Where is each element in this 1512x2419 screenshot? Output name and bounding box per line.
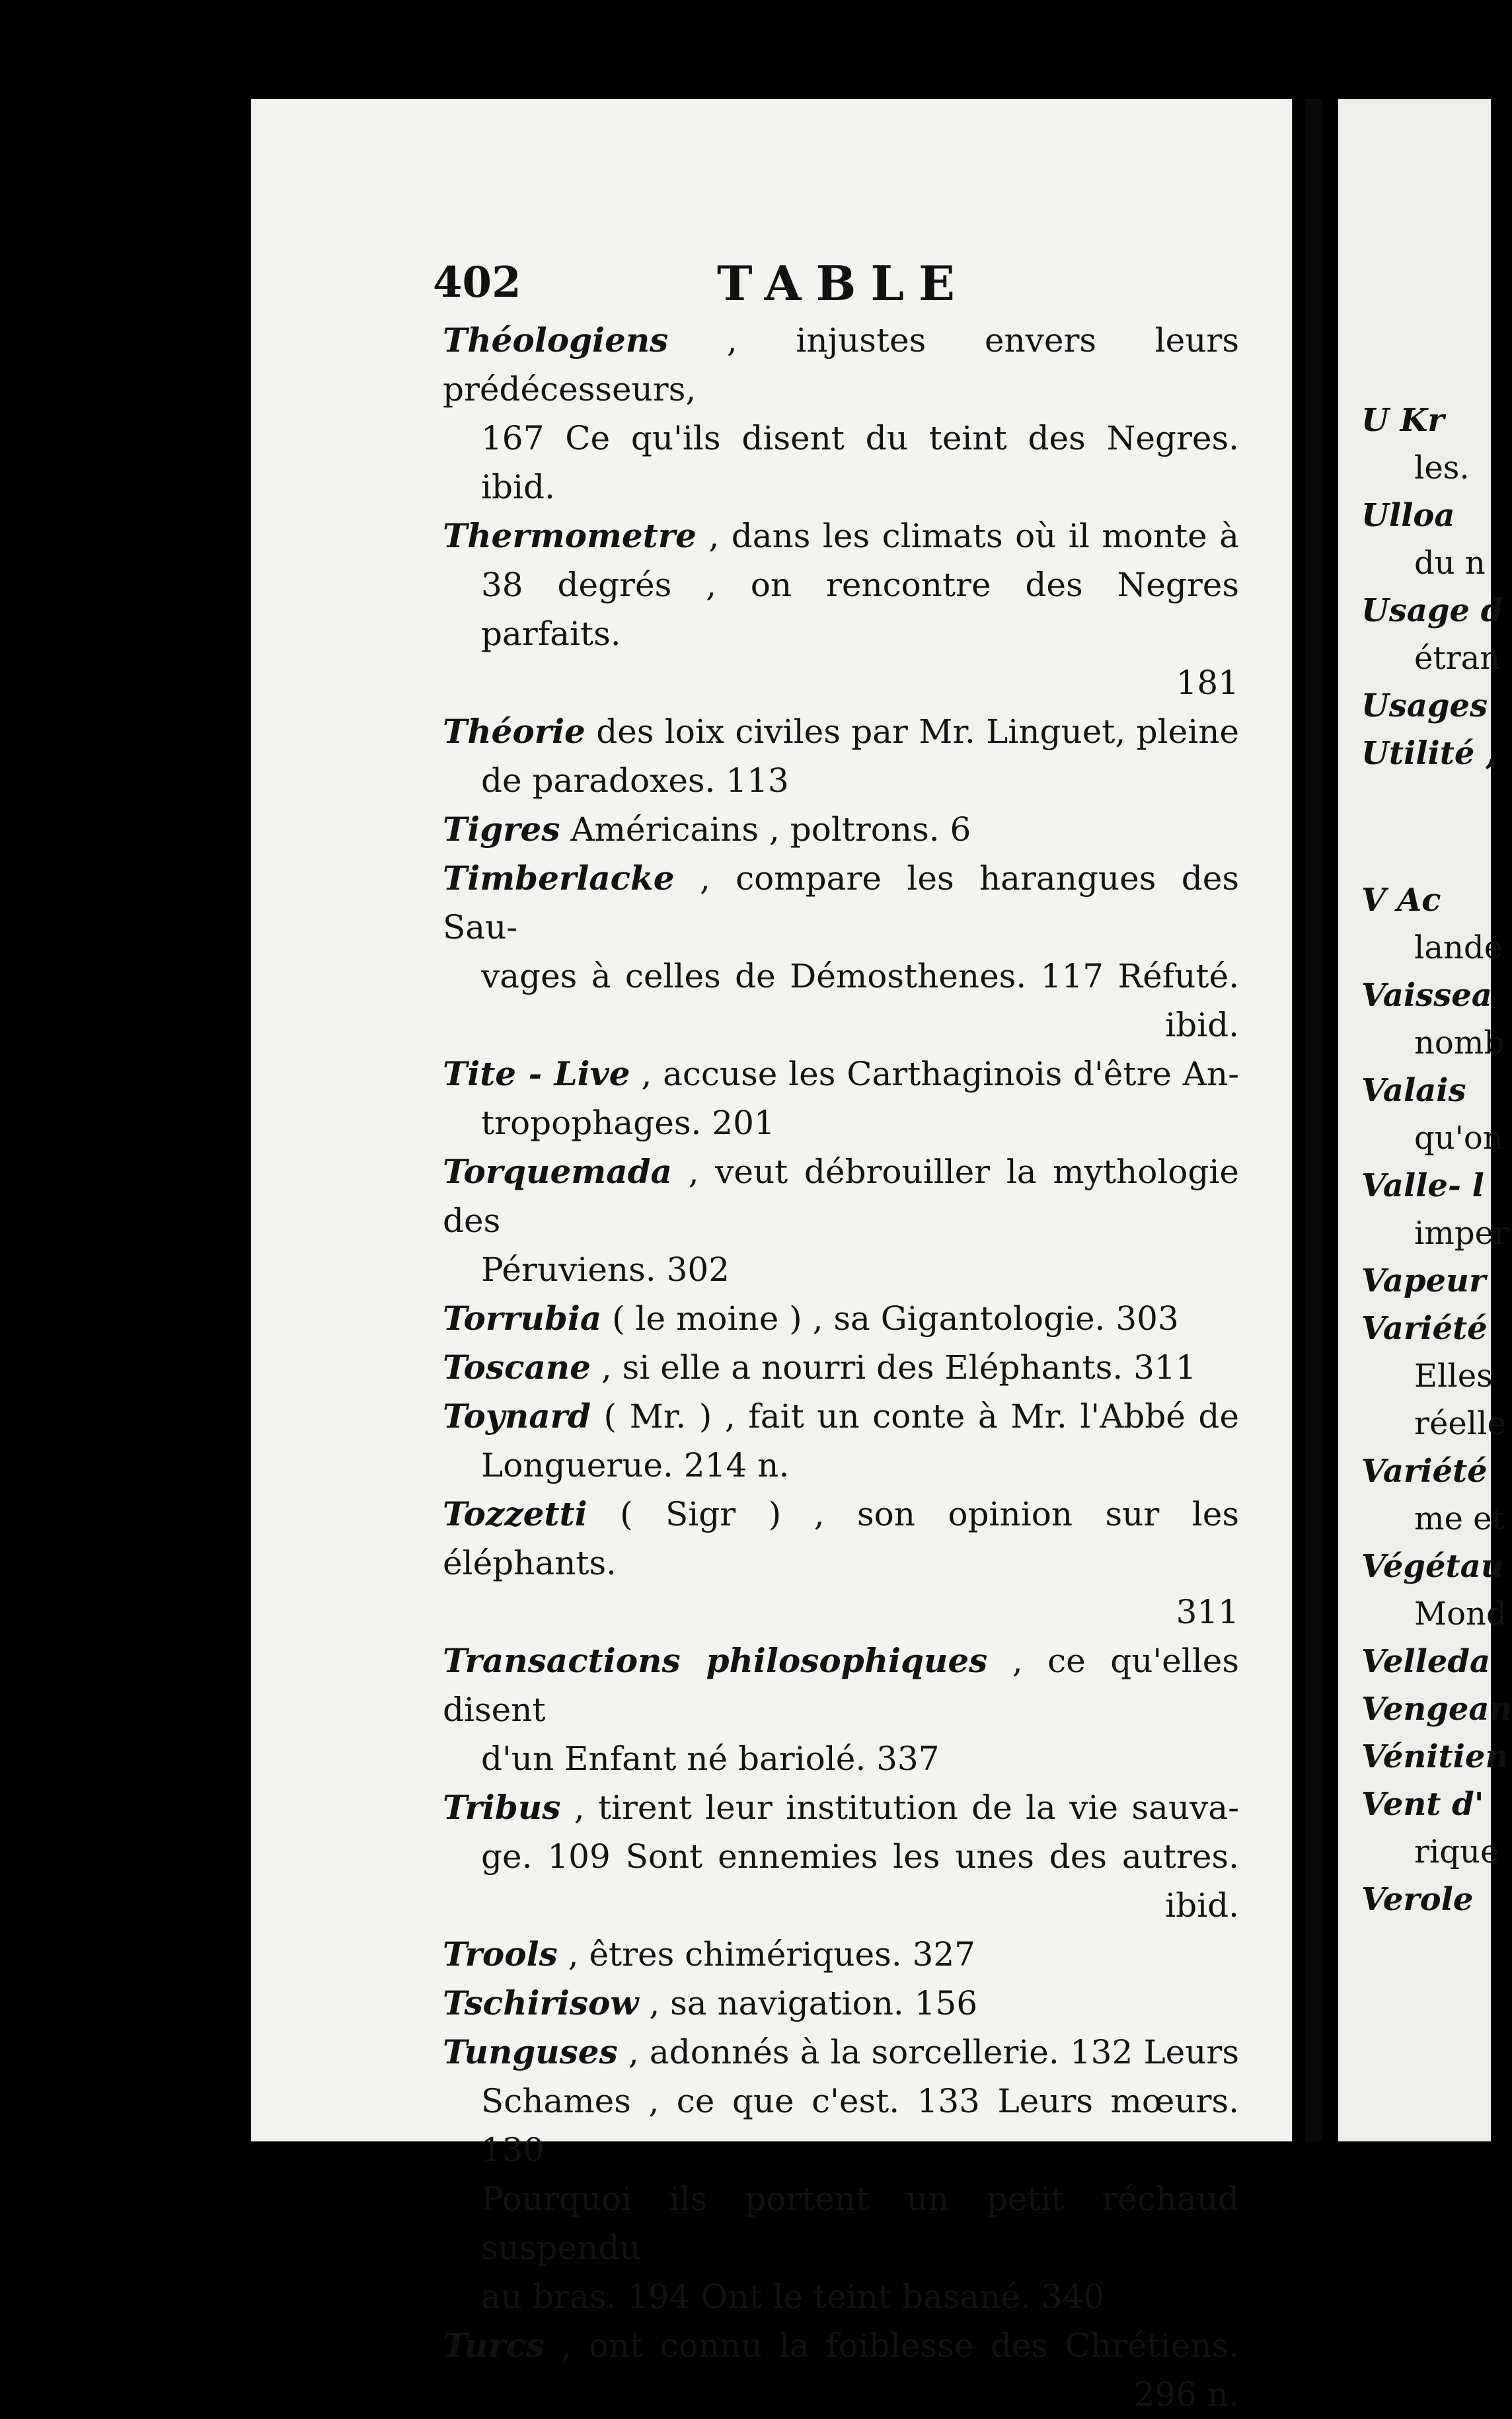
entry-headword: Transactions philosophiques [443,1641,988,1680]
entry-line: Schames , ce que c'est. 133 Leurs mœurs. 130 [481,2082,1239,2169]
entry-line: 311 [1176,1593,1239,1631]
book-gutter [1305,99,1322,2141]
right-page-line: Vapeur [1361,1262,1486,1299]
entry-headword: Toscane [443,1348,591,1387]
entry-line-first: Tigres Américains , poltrons. 6 [443,810,971,849]
entry-headword: Tunguses [443,2032,618,2071]
entry-line: au bras. 194 Ont le teint basané. 340 [481,2278,1105,2316]
right-page-line: Ulloa [1361,497,1455,534]
entry-line: 181 [1176,664,1239,702]
entry-line-first: Théorie des loix civiles par Mr. Linguet, pleine [443,712,1239,751]
right-page-line: Vaissea [1361,977,1492,1014]
entry-headword: Théorie [443,712,586,751]
index-entry [443,1930,1239,1979]
entry-line: ibid. [1165,1886,1239,1925]
index-entry [443,1979,1239,2028]
right-page-line: Usage d [1361,592,1503,629]
entry-headword: Théologiens [443,321,669,360]
right-page-line: Valais [1361,1072,1466,1109]
entry-line: ibid. [1165,1006,1239,1044]
right-page-line: Utilité , [1361,735,1497,772]
index-entry [443,707,1239,805]
index-entry [443,1147,1239,1294]
entry-line: vages à celles de Démosthenes. 117 Réfuté. [481,957,1239,995]
right-page-line: Variété [1361,1310,1488,1347]
entry-headword: Torquemada [443,1152,672,1191]
index-entry [443,512,1239,707]
index-entry [443,2321,1239,2419]
right-page-line: Vent d' [1361,1786,1484,1823]
entry-line-first: Toynard ( Mr. ) , fait un conte à Mr. l'Abbé de [443,1397,1239,1436]
index-entry [443,854,1239,1050]
entry-line-first: Tunguses , adonnés à la sorcellerie. 132 Leurs [443,2032,1239,2071]
index-entry [443,2028,1239,2321]
right-page-line: V Ac [1361,882,1441,919]
right-page-line: les. [1414,449,1470,486]
running-head: TABLE [717,255,969,311]
entry-line-first: Théologiens , injustes envers leurs prédécesseurs, [443,321,1239,408]
right-page-text [1361,397,1512,1923]
entry-line: Longuerue. 214 n. [481,1446,790,1484]
right-page-line: Elles [1414,1358,1493,1395]
entry-line-first: Tozzetti ( Sigr ) , son opinion sur les éléphants. [443,1494,1239,1582]
right-page-line: rique [1414,1833,1499,1870]
right-page-line: U Kr [1361,402,1445,439]
entry-headword: Timberlacke [443,859,675,898]
index-entry [443,1294,1239,1343]
right-page-line: étran [1414,640,1501,677]
page-number: 402 [433,258,521,307]
entry-line-first: Toscane , si elle a nourri des Eléphants. 311 [443,1348,1197,1387]
entry-line-first: Tribus , tirent leur institution de la vie sauva- [443,1788,1239,1827]
index-entry [443,1343,1239,1392]
entry-headword: Tozzetti [443,1494,587,1533]
right-page-line: Variété [1361,1453,1488,1490]
right-page-line: Velleda [1361,1643,1491,1680]
index-entry [443,805,1239,854]
index-entry [443,1636,1239,1783]
index-entry [443,1050,1239,1147]
right-page-line: Végétau [1361,1548,1504,1585]
entry-headword: Toynard [443,1397,591,1436]
right-page-line: Valle- l [1361,1167,1484,1204]
right-page-line: Mond [1414,1595,1507,1632]
entry-headword: Turcs [443,2326,545,2365]
right-page-line: du n [1414,545,1486,582]
entry-headword: Trools [443,1935,558,1974]
right-page-line: qu'on [1414,1120,1503,1157]
right-page-line: Vénitien [1361,1738,1509,1775]
index-entries [443,316,1239,2419]
entry-line: d'un Enfant né bariolé. 337 [481,1740,940,1778]
entry-headword: Torrubia [443,1299,602,1338]
entry-line: 38 degrés , on rencontre des Negres parfaits. [481,566,1239,653]
right-page-line: imper [1414,1215,1509,1252]
entry-line-first: Transactions philosophiques , ce qu'elles disent [443,1641,1239,1729]
entry-line: Pourquoi ils portent un petit réchaud suspendu [481,2180,1239,2267]
entry-line: Péruviens. 302 [481,1250,730,1289]
right-page-line: lande [1414,929,1503,966]
right-page-line: nomb [1414,1024,1505,1061]
entry-headword: Tribus [443,1788,561,1827]
entry-line-first: Torrubia ( le moine ) , sa Gigantologie. 303 [443,1299,1179,1338]
entry-headword: Thermometre [443,516,697,555]
index-entry [443,1783,1239,1930]
index-entry [443,1490,1239,1636]
entry-line-first: Trools , êtres chimériques. 327 [443,1935,975,1974]
right-page-line: Vengean [1361,1691,1512,1728]
entry-line-first: Thermometre , dans les climats où il monte à [443,516,1239,555]
entry-line: ge. 109 Sont ennemies les unes des autres. [481,1837,1239,1876]
entry-line: 296 n. [1133,2375,1239,2414]
entry-headword: Tigres [443,810,560,849]
right-page-line: Verole [1361,1881,1474,1918]
entry-line-first: Torquemada , veut débrouiller la mythologie des [443,1152,1239,1240]
right-page-line: Usages [1361,687,1488,724]
index-entry [443,1392,1239,1490]
entry-line: 167 Ce qu'ils disent du teint des Negres. ibid. [481,419,1239,506]
entry-line: tropophages. 201 [481,1104,775,1142]
entry-line-first: Turcs , ont connu la foiblesse des Chrétiens. [443,2326,1239,2365]
entry-headword: Tschirisow [443,1983,639,2022]
right-page-line: réelle [1414,1405,1506,1442]
entry-line-first: Tite - Live , accuse les Carthaginois d'être An- [443,1054,1239,1093]
entry-line-first: Timberlacke , compare les harangues des Sau- [443,859,1239,946]
right-page-line: me et [1414,1500,1505,1537]
index-entry [443,316,1239,512]
entry-line-first: Tschirisow , sa navigation. 156 [443,1983,978,2022]
entry-line: de paradoxes. 113 [481,761,789,800]
entry-headword: Tite - Live [443,1054,630,1093]
